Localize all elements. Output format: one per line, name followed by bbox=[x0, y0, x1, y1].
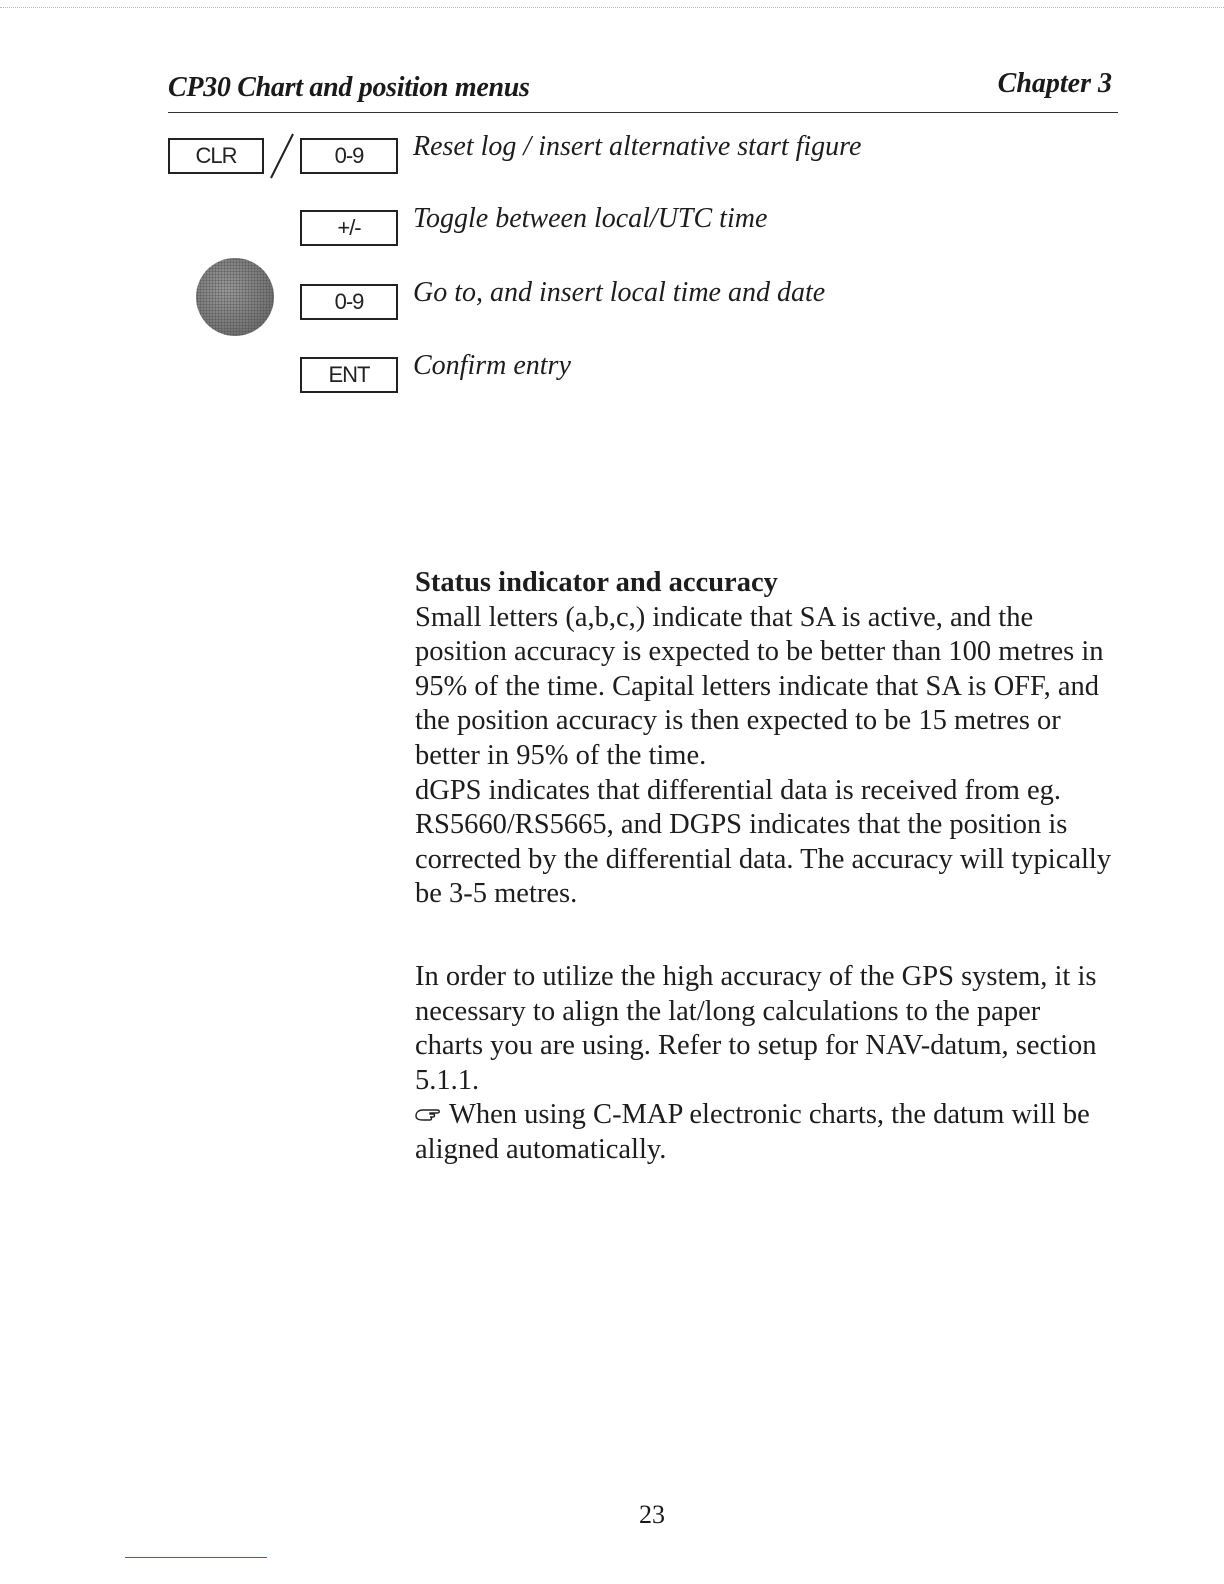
header-chapter: Chapter 3 bbox=[997, 68, 1112, 99]
section-heading: Status indicator and accuracy bbox=[415, 567, 778, 598]
toggle-time-description: Toggle between local/UTC time bbox=[413, 203, 768, 234]
slash-separator bbox=[267, 132, 297, 180]
note-paragraph bbox=[415, 1098, 1115, 1167]
digits-key-time: 0-9 bbox=[300, 284, 398, 320]
scan-edge-line bbox=[0, 7, 1224, 8]
paragraph-datum: In order to utilize the high accuracy of the GPS system, it is necessary to align the lat/long calculations to the paper charts you are using. Refer to setup for NAV-datum, section 5.1.1. bbox=[415, 961, 1097, 1096]
paragraph-dgps: dGPS indicates that differential data is received from eg. RS5660/RS5665, and DGPS indicates that the position is corrected by the differential data. The accuracy will typically be 3-5 metres. bbox=[415, 774, 1112, 910]
page-header bbox=[168, 68, 1118, 113]
paragraph-sa-accuracy: Small letters (a,b,c,) indicate that SA is active, and the position accuracy is expected to be better than 100 metres in 95% of the time. Capital letters indicate that SA is OFF, and the position accuracy is then expected to be 15 metres or better in 95% of the time. bbox=[415, 601, 1104, 771]
insert-time-description: Go to, and insert local time and date bbox=[413, 277, 826, 308]
header-title: CP30 Chart and position menus bbox=[168, 72, 530, 103]
digits-key-reset: 0-9 bbox=[300, 138, 398, 174]
enter-key: ENT bbox=[300, 357, 398, 393]
reset-log-description: Reset log / insert alternative start figure bbox=[413, 131, 862, 162]
status-section bbox=[415, 566, 1115, 912]
rotary-knob-icon bbox=[196, 258, 274, 336]
page-number: 23 bbox=[639, 1500, 665, 1529]
datum-section bbox=[415, 960, 1115, 1168]
clr-key: CLR bbox=[168, 138, 264, 174]
footnote-rule bbox=[125, 1557, 267, 1558]
pointing-hand-icon bbox=[415, 1107, 443, 1123]
note-text: When using C-MAP electronic charts, the datum will be aligned automatically. bbox=[415, 1099, 1090, 1165]
confirm-entry-description: Confirm entry bbox=[413, 350, 571, 381]
plus-minus-key: +/- bbox=[300, 210, 398, 246]
